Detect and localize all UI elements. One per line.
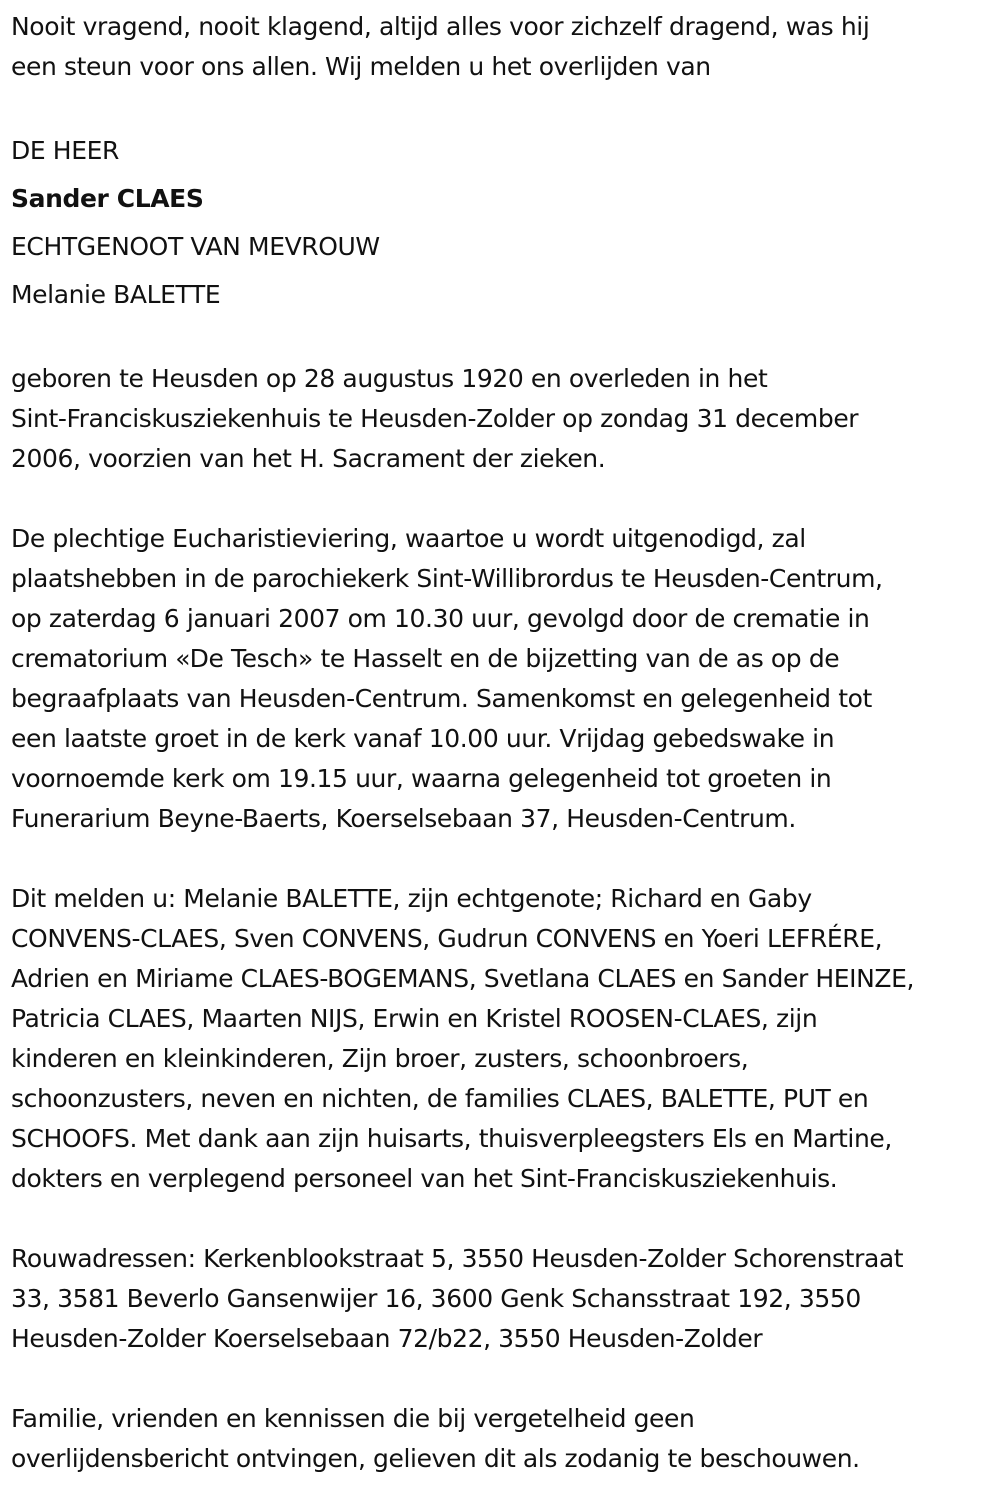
paragraph-line: Heusden-Zolder Koerselsebaan 72/b22, 3550 Heusden-Zolder: [11, 1324, 763, 1353]
paragraph-line: voornoemde kerk om 19.15 uur, waarna gelegenheid tot groeten in: [11, 764, 832, 793]
deceased-name: Sander CLAES: [11, 184, 204, 213]
paragraph-line: een laatste groet in de kerk vanaf 10.00 uur. Vrijdag gebedswake in: [11, 724, 835, 753]
paragraph-line: Rouwadressen: Kerkenblookstraat 5, 3550 Heusden-Zolder Schorenstraat: [11, 1244, 904, 1273]
paragraph-line: 2006, voorzien van het H. Sacrament der zieken.: [11, 444, 606, 473]
paragraph-line: SCHOOFS. Met dank aan zijn huisarts, thuisverpleegsters Els en Martine,: [11, 1124, 892, 1153]
paragraph-line: begraafplaats van Heusden-Centrum. Samenkomst en gelegenheid tot: [11, 684, 872, 713]
paragraph-line: CONVENS-CLAES, Sven CONVENS, Gudrun CONVENS en Yoeri LEFRÉRE,: [11, 924, 883, 953]
paragraph-line: overlijdensbericht ontvingen, gelieven dit als zodanig te beschouwen.: [11, 1444, 860, 1473]
paragraph-line: op zaterdag 6 januari 2007 om 10.30 uur, gevolgd door de crematie in: [11, 604, 870, 633]
intro-paragraph: [11, 7, 1000, 87]
addresses-paragraph: [11, 1239, 1000, 1359]
closing-paragraph: [11, 1399, 1000, 1479]
paragraph-line: Adrien en Miriame CLAES-BOGEMANS, Svetlana CLAES en Sander HEINZE,: [11, 964, 915, 993]
paragraph-line: kinderen en kleinkinderen, Zijn broer, zusters, schoonbroers,: [11, 1044, 749, 1073]
birth-death-paragraph: [11, 359, 1000, 479]
paragraph-line: crematorium «De Tesch» te Hasselt en de bijzetting van de as op de: [11, 644, 840, 673]
paragraph-line: De plechtige Eucharistieviering, waartoe u wordt uitgenodigd, zal: [11, 524, 806, 553]
paragraph-line: plaatshebben in de parochiekerk Sint-Willibrordus te Heusden-Centrum,: [11, 564, 883, 593]
relation-label: ECHTGENOOT VAN MEVROUW: [11, 232, 380, 261]
paragraph-line: Patricia CLAES, Maarten NIJS, Erwin en Kristel ROOSEN-CLAES, zijn: [11, 1004, 818, 1033]
header-title: DE HEER: [11, 136, 119, 165]
paragraph-line: Familie, vrienden en kennissen die bij vergetelheid geen: [11, 1404, 695, 1433]
deceased-header: [11, 127, 1000, 319]
intro-line: Nooit vragend, nooit klagend, altijd alles voor zichzelf dragend, was hij: [11, 12, 870, 41]
paragraph-line: geboren te Heusden op 28 augustus 1920 en overleden in het: [11, 364, 768, 393]
paragraph-line: Dit melden u: Melanie BALETTE, zijn echtgenote; Richard en Gaby: [11, 884, 812, 913]
paragraph-line: Funerarium Beyne-Baerts, Koerselsebaan 37, Heusden-Centrum.: [11, 804, 796, 833]
spouse-name: Melanie BALETTE: [11, 280, 221, 309]
ceremony-paragraph: [11, 519, 1000, 839]
family-paragraph: [11, 879, 1000, 1199]
paragraph-line: 33, 3581 Beverlo Gansenwijer 16, 3600 Genk Schansstraat 192, 3550: [11, 1284, 861, 1313]
paragraph-line: dokters en verplegend personeel van het Sint-Franciskusziekenhuis.: [11, 1164, 838, 1193]
paragraph-line: schoonzusters, neven en nichten, de families CLAES, BALETTE, PUT en: [11, 1084, 869, 1113]
paragraph-line: Sint-Franciskusziekenhuis te Heusden-Zolder op zondag 31 december: [11, 404, 859, 433]
intro-line: een steun voor ons allen. Wij melden u het overlijden van: [11, 52, 711, 81]
